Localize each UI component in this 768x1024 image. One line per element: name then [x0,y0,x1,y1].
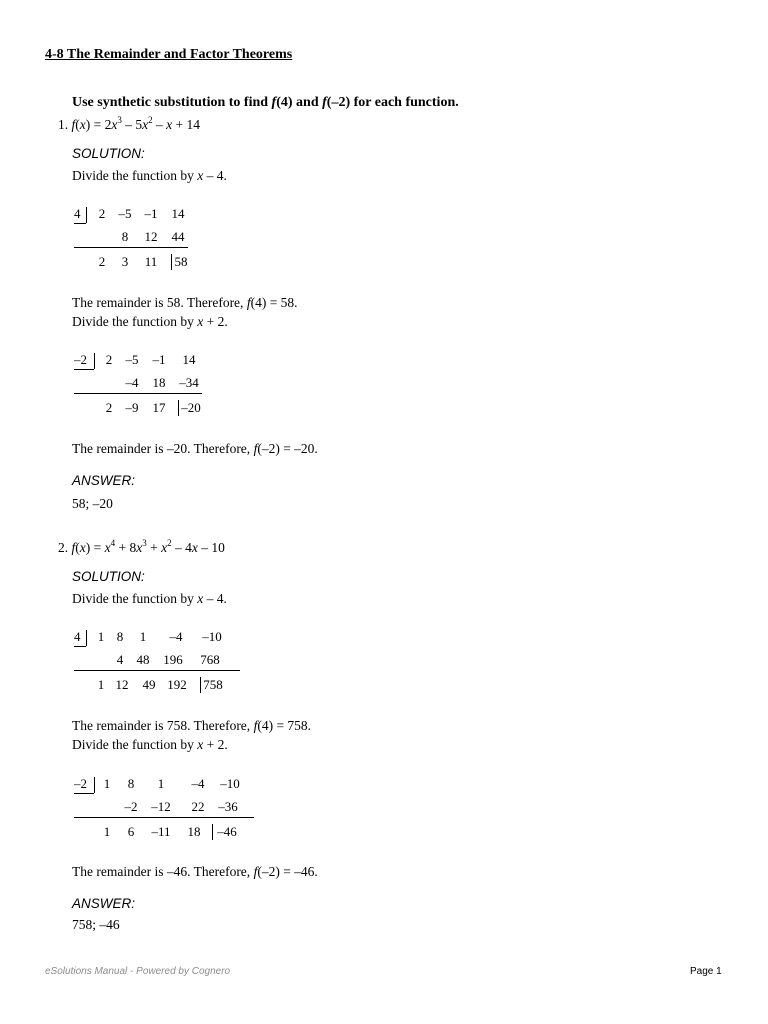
remainder: 58 [174,254,188,269]
step-post: – 4. [203,168,227,183]
page-number: Page 1 [690,966,722,977]
remainder-text [72,718,311,734]
result: 1 [97,677,105,692]
remainder-f: f [253,441,258,456]
synthetic-division-table [74,206,190,272]
result: 2 [105,400,113,415]
fx-open: ( [75,117,80,132]
coefficient: –5 [118,206,132,221]
result: 3 [121,254,129,269]
remainder-pre: The remainder is 758. Therefore, [72,718,254,733]
answer-label: ANSWER: [72,896,136,911]
fx-open: ( [75,540,80,555]
remainder: –20 [181,400,201,415]
result: 1 [103,824,111,839]
term: + 14 [172,117,200,132]
remainder-pre: The remainder is 58. Therefore, [72,295,247,310]
synthetic-division-table [74,352,204,418]
remainder-text [72,295,298,311]
remainder-pre: The remainder is –46. Therefore, [72,864,254,879]
instruction-f2: f [322,95,327,110]
step-text [72,314,228,330]
remainder: –46 [217,824,237,839]
remainder-pre: The remainder is –20. Therefore, [72,441,254,456]
synthetic-division-table [74,776,256,842]
result: 2 [98,254,106,269]
remainder-post: (4) = 58. [250,295,298,310]
instruction-pre: Use synthetic substitution to find [72,95,272,110]
term: x [161,540,168,555]
result: 12 [115,677,129,692]
exponent: 2 [167,538,172,548]
divisor: 4 [74,629,81,644]
product: –2 [124,799,138,814]
result: –11 [151,824,171,839]
coefficient: –5 [125,352,139,367]
coefficient: –10 [220,776,240,791]
step-text [72,737,228,753]
instruction-end: (–2) for each function. [326,95,459,110]
coefficient: –1 [152,352,166,367]
term: – 10 [197,540,225,555]
page-title: 4-8 The Remainder and Factor Theorems [45,47,293,62]
remainder: 758 [203,677,223,692]
remainder-post: (4) = 758. [257,718,312,733]
instruction-mid: (4) and [276,95,323,110]
result: 6 [127,824,135,839]
sum-line [74,247,188,248]
term: – 4 [171,540,192,555]
divisor-underline [74,793,94,794]
step-pre: Divide the function by [72,737,198,752]
remainder-post: (–2) = –20. [257,441,318,456]
solution-label: SOLUTION: [72,146,145,161]
step-pre: Divide the function by [72,591,198,606]
term: x [142,117,149,132]
synthetic-division-table [74,629,244,695]
term: x [136,540,143,555]
problem-2-function [58,540,225,556]
result: 49 [142,677,156,692]
problem-number: 1. [58,117,69,132]
term: x [111,117,118,132]
term: + 8 [115,540,137,555]
fx-close: ) = 2 [85,117,112,132]
result: 11 [144,254,158,269]
answer-label: ANSWER: [72,473,136,488]
step-var: x [197,314,204,329]
coefficient: 1 [157,776,165,791]
product: 44 [171,229,185,244]
divisor: –2 [74,352,87,367]
footer-credit: eSolutions Manual - Powered by Cognero [45,966,231,977]
remainder-f: f [253,718,258,733]
product: –36 [218,799,238,814]
coefficient: 2 [105,352,113,367]
coefficient: –10 [202,629,222,644]
result: 17 [152,400,166,415]
coefficient: –4 [169,629,183,644]
coefficient: 8 [116,629,124,644]
term: + [146,540,162,555]
step-text [72,168,227,184]
fx-f: f [71,540,76,555]
step-pre: Divide the function by [72,168,198,183]
result: –9 [125,400,139,415]
coefficient: 1 [97,629,105,644]
divisor-underline [74,646,86,647]
remainder-text [72,441,318,457]
remainder-f: f [253,864,258,879]
answer-value: 758; –46 [72,917,120,932]
fx-x: x [79,540,86,555]
exponent: 3 [142,538,147,548]
divisor: 4 [74,206,81,221]
fx-close: ) = [85,540,105,555]
result: 192 [167,677,187,692]
sum-line [74,817,254,818]
term: x [166,117,173,132]
step-post: + 2. [203,314,228,329]
coefficient: 14 [171,206,185,221]
coefficient: 14 [182,352,196,367]
term: – [152,117,167,132]
exponent: 3 [117,115,122,125]
fx-f: f [71,117,76,132]
coefficient: –4 [191,776,205,791]
result: 18 [187,824,201,839]
coefficient: 2 [98,206,106,221]
coefficient: 1 [103,776,111,791]
product: –34 [179,375,199,390]
term: – 5 [121,117,143,132]
sum-line [74,393,202,394]
step-pre: Divide the function by [72,314,198,329]
product: 8 [121,229,129,244]
divisor-underline [74,369,94,370]
problem-number: 2. [58,540,69,555]
term: x [104,540,111,555]
divisor-underline [74,223,86,224]
coefficient: –1 [144,206,158,221]
product: 4 [116,652,124,667]
product: 18 [152,375,166,390]
divisor: –2 [74,776,87,791]
coefficient: 1 [139,629,147,644]
product: 768 [200,652,220,667]
step-var: x [197,168,204,183]
product: –4 [125,375,139,390]
solution-label: SOLUTION: [72,569,145,584]
term: x [191,540,198,555]
product: 196 [163,652,183,667]
step-var: x [197,591,204,606]
answer-value: 58; –20 [72,496,113,511]
product: 48 [136,652,150,667]
remainder-text [72,864,318,880]
remainder-f: f [246,295,251,310]
step-var: x [197,737,204,752]
exponent: 4 [110,538,116,548]
step-text [72,591,227,607]
problem-1-function [58,117,200,133]
coefficient: 8 [127,776,135,791]
remainder-post: (–2) = –46. [257,864,318,879]
step-post: + 2. [203,737,228,752]
step-post: – 4. [203,591,227,606]
product: 22 [191,799,205,814]
instruction [72,95,459,111]
instruction-f: f [271,95,277,110]
fx-x: x [79,117,86,132]
product: –12 [151,799,171,814]
sum-line [74,670,240,671]
exponent: 2 [148,115,153,125]
product: 12 [144,229,158,244]
